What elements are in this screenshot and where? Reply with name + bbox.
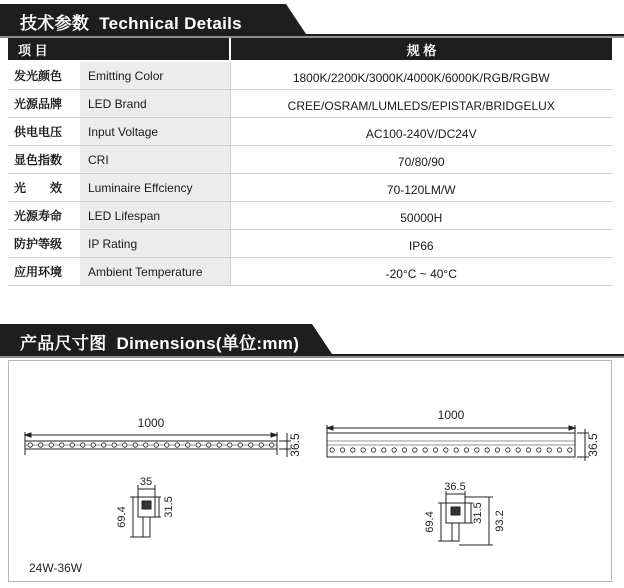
row-label-cn: 光 效 [8,174,80,202]
title-en: Technical Details [99,14,242,33]
row-value: IP66 [230,230,612,258]
left-overall-height-label: 69.4 [116,506,128,528]
led-dot [485,448,489,452]
led-dot [249,443,253,447]
table-row [8,90,612,118]
left-height-label: 36.5 [288,433,302,457]
row-value: CREE/OSRAM/LUMLEDS/EPISTAR/BRIDGELUX [230,90,612,118]
row-label-en: LED Brand [80,90,230,118]
row-value: 50000H [230,202,612,230]
model-label: 24W-36W [29,561,83,575]
led-dot [382,448,386,452]
led-dot [444,448,448,452]
led-dot [340,448,344,452]
led-dot [330,448,334,452]
led-dot [537,448,541,452]
led-dot [433,448,437,452]
row-label-cn: 防护等级 [8,230,80,258]
row-label-cn: 光源品牌 [8,90,80,118]
led-dot [270,443,274,447]
row-value: -20°C ~ 40°C [230,258,612,286]
dimensions-banner [0,324,624,358]
left-cross-section [130,485,161,537]
table-row [8,258,612,286]
led-dot [351,448,355,452]
led-dot [39,443,43,447]
led-dot [123,443,127,447]
row-label-en: Ambient Temperature [80,258,230,286]
right-cross-section [438,491,493,545]
row-label-en: LED Lifespan [80,202,230,230]
led-dot [361,448,365,452]
led-dot [228,443,232,447]
led-dot [175,443,179,447]
led-dot [28,443,32,447]
row-label-en: Luminaire Effciency [80,174,230,202]
led-dot [506,448,510,452]
led-dot [371,448,375,452]
title-cn: 技术参数 [20,14,90,33]
led-dot [81,443,85,447]
table-row [8,118,612,146]
table-row [8,230,612,258]
led-dot [547,448,551,452]
led-dot [144,443,148,447]
led-dot [495,448,499,452]
led-dot [112,443,116,447]
header-spec: 规 格 [230,38,612,61]
technical-details-title [20,9,242,34]
led-dot [165,443,169,447]
left-section-width-label: 35 [139,476,153,488]
right-section-width-label: 36.5 [444,481,466,493]
table-row [8,146,612,174]
led-dot [154,443,158,447]
row-label-en: IP Rating [80,230,230,258]
dims-title-cn: 产品尺寸图 [20,334,107,353]
row-label-en: Input Voltage [80,118,230,146]
table-row [8,174,612,202]
led-dot [475,448,479,452]
row-label-cn: 发光颜色 [8,61,80,90]
row-label-cn: 供电电压 [8,118,80,146]
led-dot [196,443,200,447]
header-item: 项 目 [8,38,230,61]
right-section-depth-label: 31.5 [472,502,484,524]
led-dot [568,448,572,452]
dimensions-drawing-box [8,360,612,582]
row-value: AC100-240V/DC24V [230,118,612,146]
led-dot [454,448,458,452]
right-overall-height-label: 69.4 [424,511,436,533]
right-total-height-label: 93.2 [494,510,506,532]
row-value: 70-120LM/W [230,174,612,202]
led-dot [70,443,74,447]
spec-table-header [8,38,612,61]
led-dot [133,443,137,447]
row-label-en: CRI [80,146,230,174]
led-dot [91,443,95,447]
right-bar-drawing [327,425,589,461]
led-dot [49,443,53,447]
right-length-label: 1000 [437,408,465,422]
dimension-drawings [9,361,613,583]
led-dot [557,448,561,452]
led-dot [413,448,417,452]
row-label-cn: 光源寿命 [8,202,80,230]
row-label-cn: 显色指数 [8,146,80,174]
dimensions-title [20,329,299,354]
row-value: 1800K/2200K/3000K/4000K/6000K/RGB/RGBW [230,61,612,90]
led-dot [217,443,221,447]
left-length-label: 1000 [137,416,165,430]
led-dot [259,443,263,447]
led-dot [402,448,406,452]
led-dot [392,448,396,452]
led-dot [186,443,190,447]
row-value: 70/80/90 [230,146,612,174]
led-dot [102,443,106,447]
row-label-en: Emitting Color [80,61,230,90]
led-dot [423,448,427,452]
led-dot [516,448,520,452]
led-dot [526,448,530,452]
dims-title-en: Dimensions(单位:mm) [116,334,300,353]
led-dot [60,443,64,447]
row-label-cn: 应用环境 [8,258,80,286]
led-dot [207,443,211,447]
right-height-label: 36.5 [586,433,600,457]
table-row [8,202,612,230]
left-section-depth-label: 31.5 [163,496,175,518]
spec-table [8,38,612,286]
led-dot [464,448,468,452]
table-row [8,61,612,90]
technical-details-banner [0,4,624,38]
led-dot [238,443,242,447]
